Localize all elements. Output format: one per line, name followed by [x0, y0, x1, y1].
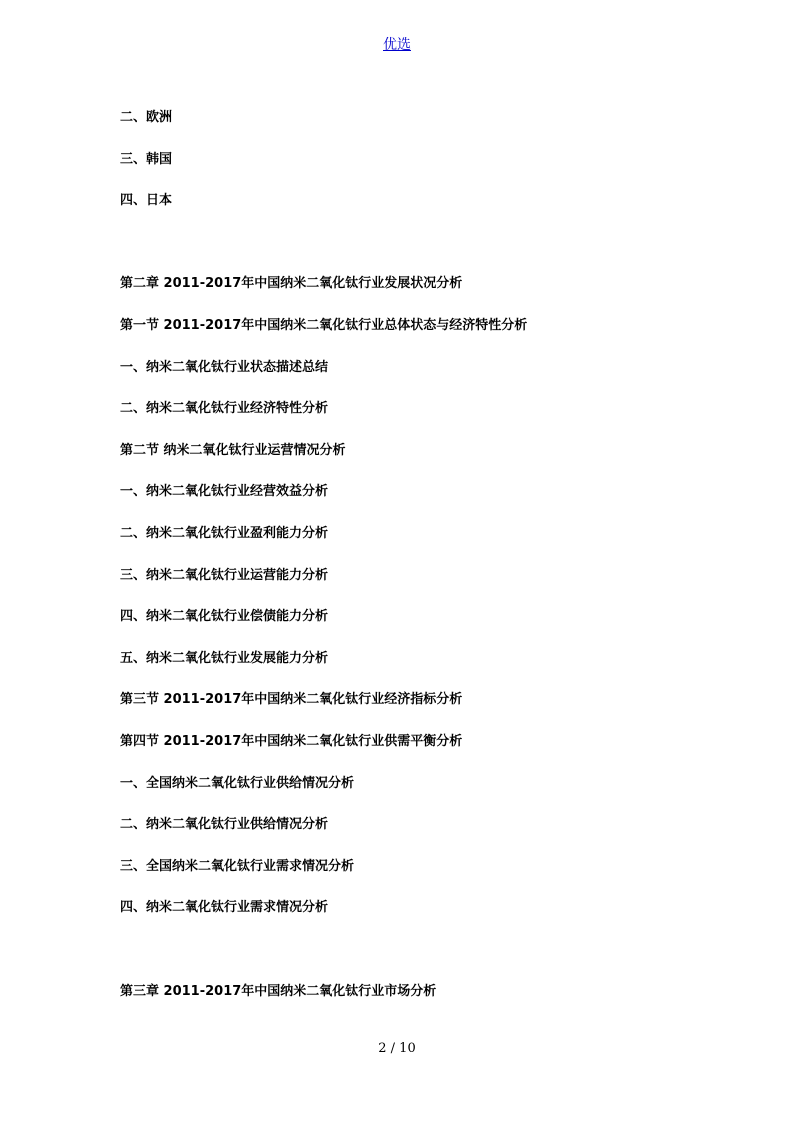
- toc-item: 四、纳米二氧化钛行业偿债能力分析: [120, 609, 329, 624]
- header-link[interactable]: 优选: [383, 37, 411, 53]
- page-header: [0, 36, 794, 54]
- toc-item: 一、全国纳米二氧化钛行业供给情况分析: [120, 776, 355, 791]
- toc-item-region-japan: 四、日本: [120, 193, 173, 208]
- toc-item: 三、全国纳米二氧化钛行业需求情况分析: [120, 859, 355, 874]
- toc-section-heading: 第四节 2011-2017年中国纳米二氧化钛行业供需平衡分析: [120, 734, 463, 749]
- toc-item: 二、纳米二氧化钛行业经济特性分析: [120, 401, 329, 416]
- toc-item: 二、纳米二氧化钛行业供给情况分析: [120, 817, 329, 832]
- toc-item: 一、纳米二氧化钛行业状态描述总结: [120, 360, 329, 375]
- toc-item: 二、纳米二氧化钛行业盈利能力分析: [120, 526, 329, 541]
- toc-item: 五、纳米二氧化钛行业发展能力分析: [120, 651, 329, 666]
- toc-item-region-europe: 二、欧洲: [120, 110, 173, 125]
- toc-section-heading: 第二节 纳米二氧化钛行业运营情况分析: [120, 443, 346, 458]
- toc-item: 三、纳米二氧化钛行业运营能力分析: [120, 568, 329, 583]
- toc-section-heading: 第一节 2011-2017年中国纳米二氧化钛行业总体状态与经济特性分析: [120, 318, 528, 333]
- toc-item: 四、纳米二氧化钛行业需求情况分析: [120, 900, 329, 915]
- toc-item: 一、纳米二氧化钛行业经营效益分析: [120, 484, 329, 499]
- toc-chapter-heading: 第三章 2011-2017年中国纳米二氧化钛行业市场分析: [120, 984, 437, 999]
- toc-item-region-korea: 三、韩国: [120, 152, 173, 167]
- toc-chapter-heading: 第二章 2011-2017年中国纳米二氧化钛行业发展状况分析: [120, 276, 463, 291]
- toc-section-heading: 第三节 2011-2017年中国纳米二氧化钛行业经济指标分析: [120, 692, 463, 707]
- page-number: 2 / 10: [378, 1041, 416, 1056]
